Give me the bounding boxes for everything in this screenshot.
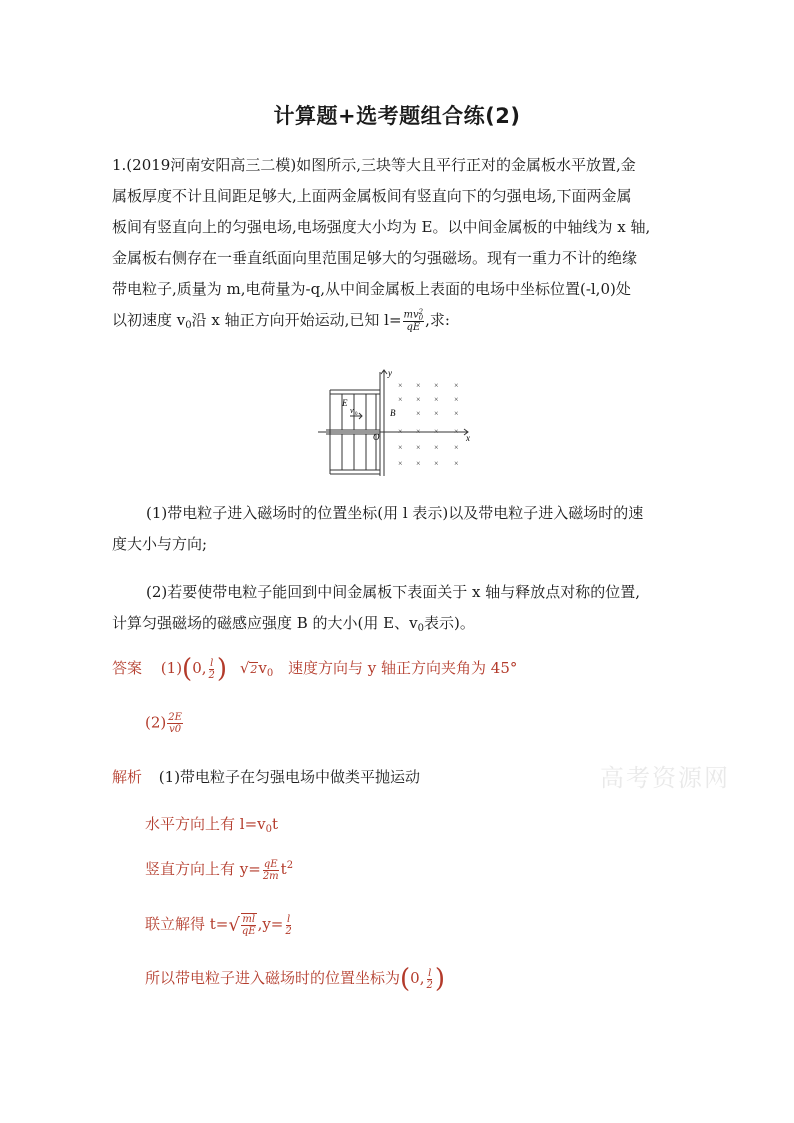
answer-b-den: v0 — [169, 724, 182, 735]
step4-fraction — [284, 914, 292, 937]
label-v0: v — [350, 406, 354, 415]
q1-line-2: 度大小与方向; — [112, 535, 208, 553]
problem-line-1: 1.(2019河南安阳高三二模)如图所示,三块等大且平行正对的金属板水平放置,金 — [112, 156, 636, 174]
solution-step-2 — [145, 813, 278, 835]
step5-text-a: 所以带电粒子进入磁场时的位置坐标为 — [145, 969, 401, 987]
field-cross: × — [454, 381, 459, 390]
solution-label: 解析 — [112, 768, 143, 786]
label-E: E — [342, 398, 348, 408]
step3-num: qE — [263, 858, 278, 870]
step2-text-a: 水平方向上有 l=v — [145, 815, 266, 833]
field-cross: × — [416, 459, 421, 468]
field-cross: × — [454, 427, 459, 436]
magnetic-field-crosses — [398, 381, 459, 468]
field-cross: × — [416, 443, 421, 452]
field-cross: × — [454, 395, 459, 404]
frac-sup: 2 — [418, 308, 424, 316]
l-formula-fraction — [403, 309, 425, 333]
step4-text-a: 联立解得 t= — [145, 915, 229, 933]
q2-line-2-text-b: 表示)。 — [423, 614, 475, 632]
problem-line-6-text-c: ,求: — [425, 311, 450, 329]
problem-line-6 — [112, 305, 684, 341]
field-cross: × — [434, 459, 439, 468]
label-O: O — [373, 432, 380, 442]
field-cross: × — [398, 427, 403, 436]
step5-den: 2 — [426, 979, 433, 991]
field-cross: × — [398, 395, 403, 404]
field-cross: × — [434, 409, 439, 418]
step4-root-num: ml — [242, 914, 256, 925]
step5-num: l — [428, 967, 432, 979]
field-cross: × — [416, 409, 421, 418]
field-cross: × — [398, 459, 403, 468]
answer-speed-root: 2 — [250, 663, 258, 676]
problem-line-3: 板间有竖直向上的匀强电场,电场强度大小均为 E。以中间金属板的中轴线为 x 轴, — [112, 218, 651, 236]
field-cross: × — [434, 395, 439, 404]
field-cross: × — [416, 427, 421, 436]
problem-line-4: 金属板右侧存在一垂直纸面向里范围足够大的匀强磁场。现有一重力不计的绝缘 — [112, 249, 638, 267]
problem-line-5: 带电粒子,质量为 m,电荷量为-q,从中间金属板上表面的电场中坐标位置(-l,0)处 — [112, 280, 631, 298]
step3-text-b: t — [280, 860, 287, 878]
step3-sup: 2 — [286, 860, 294, 871]
step3-fraction — [262, 859, 280, 882]
label-v0-sub: 0 — [355, 412, 358, 417]
step4-root-den: qE — [241, 926, 256, 937]
question-1 — [112, 498, 684, 560]
field-cross: × — [416, 395, 421, 404]
answer-speed-v: v — [258, 659, 267, 677]
field-cross: × — [398, 381, 403, 390]
step2-sub: 0 — [265, 824, 272, 835]
answer-coord-den: 2 — [208, 669, 215, 681]
page-title: 计算题+选考题组合练(2) — [273, 104, 521, 128]
frac-numerator: mv — [403, 309, 419, 321]
answer-speed-sub: 0 — [266, 668, 274, 679]
step4-text-b: ,y= — [257, 915, 284, 933]
answer-part2-prefix: (2) — [145, 713, 167, 732]
answer-part1-prefix: (1) — [160, 659, 183, 677]
answer-coord-num: l — [210, 657, 214, 669]
q2-line-2-text-a: 计算匀强磁场的磁感应强度 B 的大小(用 E、v — [112, 614, 418, 632]
step4-num: l — [286, 913, 291, 925]
solution-step-3 — [145, 858, 293, 882]
solution-step-1-text: (1)带电粒子在匀强电场中做类平抛运动 — [158, 768, 421, 786]
answer-b-num: 2E — [168, 712, 182, 723]
label-B: B — [390, 408, 396, 418]
solution-step-5: 所以带电粒子进入磁场时的位置坐标为(0, $\frac{l}{2}$ ) — [145, 964, 446, 994]
step4-root-fraction — [241, 913, 257, 937]
step5-x: 0, — [410, 969, 425, 987]
step5-fraction — [425, 968, 433, 991]
step3-den: 2m — [262, 870, 279, 882]
answer-direction: 速度方向与 y 轴正方向夹角为 45° — [288, 659, 518, 677]
field-cross: × — [434, 381, 439, 390]
field-cross: × — [454, 409, 459, 418]
answer-coord-x: 0, — [192, 659, 207, 677]
problem-line-6-text-a: 以初速度 v — [112, 311, 186, 329]
answer-coord-fraction — [208, 658, 216, 681]
field-cross: × — [454, 459, 459, 468]
answer-label: 答案 — [112, 659, 143, 677]
question-2 — [112, 577, 684, 644]
solution-step-1 — [112, 766, 420, 787]
field-cross: × — [398, 443, 403, 452]
field-cross: × — [434, 427, 439, 436]
problem-text — [112, 150, 684, 341]
problem-line-6-text-b: 沿 x 轴正方向开始运动,已知 l= — [191, 311, 402, 329]
step3-text-a: 竖直方向上有 y= — [145, 860, 261, 878]
frac-sub: 0 — [418, 314, 424, 322]
watermark: 高考资源网 — [600, 764, 730, 792]
answer-b-fraction — [167, 712, 183, 735]
answer-part-1: 答案 (1)(0, $\frac{l}{2}$ ) $√2v_0$ 速度方向与 y 轴正方向夹角为 45° — [112, 654, 518, 684]
problem-line-2: 属板厚度不计且间距足够大,上面两金属板间有竖直向下的匀强电场,下面两金属 — [112, 187, 632, 205]
solution-step-4: 联立解得 t=√ $\frac{ml}{qE}$ ,y= $\frac{l}{2}$ — [145, 913, 292, 937]
label-y: y — [388, 368, 392, 378]
q2-line-2 — [112, 608, 684, 644]
answer-part-2 — [145, 712, 184, 735]
frac-denominator: qE — [406, 322, 421, 333]
field-cross: × — [416, 381, 421, 390]
physics-diagram — [318, 368, 478, 478]
step2-text-b: t — [271, 815, 279, 833]
step4-den: 2 — [285, 925, 292, 937]
q1-line-1: (1)带电粒子进入磁场时的位置坐标(用 l 表示)以及带电粒子进入磁场时的速 — [146, 504, 644, 522]
v0-subscript: 0 — [185, 320, 192, 331]
q2-v0-sub: 0 — [417, 623, 424, 634]
label-x: x — [466, 433, 470, 443]
field-cross: × — [454, 443, 459, 452]
field-cross: × — [434, 443, 439, 452]
q2-line-1: (2)若要使带电粒子能回到中间金属板下表面关于 x 轴与释放点对称的位置, — [146, 583, 641, 601]
